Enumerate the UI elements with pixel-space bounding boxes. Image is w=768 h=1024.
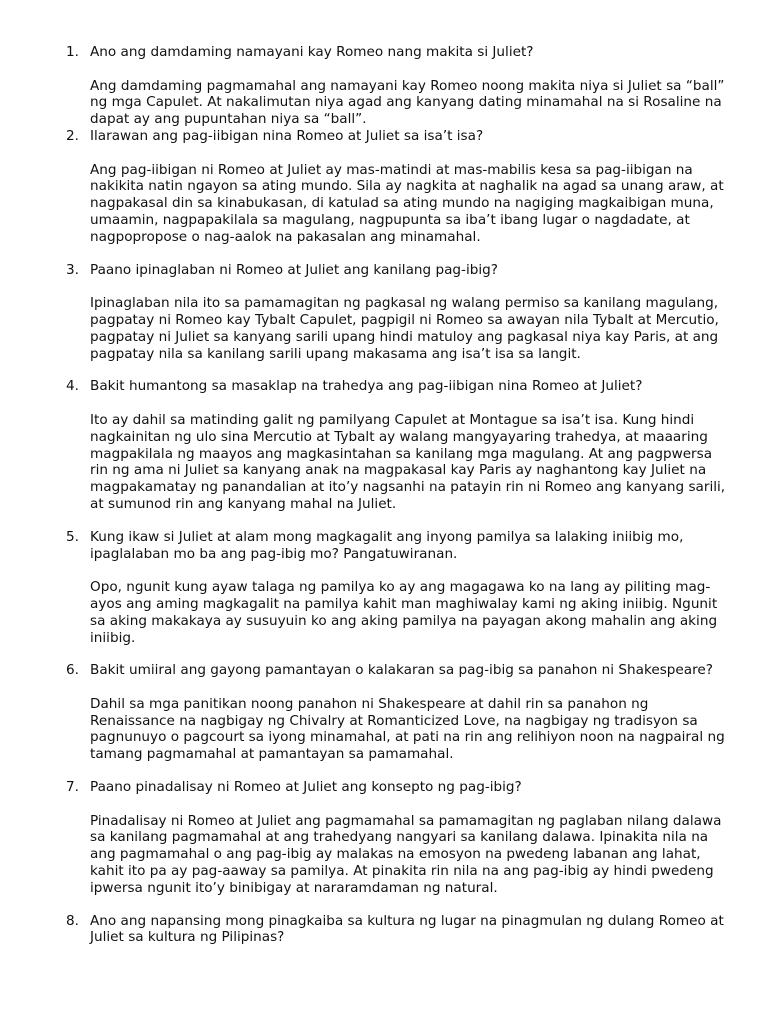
question-text: Bakit umiiral ang gayong pamantayan o kalakaran sa pag-ibig sa panahon ni Shakespeare? xyxy=(90,662,713,679)
qa-item-3 xyxy=(66,262,728,363)
qa-item-5 xyxy=(66,529,728,647)
item-number: 4. xyxy=(66,378,79,395)
answer-text: Dahil sa mga panitikan noong panahon ni Shakespeare at dahil rin sa panahon ng Renaissance na nagbigay ng Chivalry at Romanticized Love, na nagbigay ng tradisyon sa pagnunuyo o pagcourt sa iyong minamahal, at pati na rin ang relihiyon noon na nagpairal ng tamang pagmamahal at pamantayan sa pamamahal. xyxy=(90,695,725,763)
item-number: 2. xyxy=(66,127,79,144)
answer-text: Ang damdaming pagmamahal ang namayani kay Romeo noong makita niya si Juliet sa “ball” ng mga Capulet. At nakalimutan niya agad ang kanyang dating minamahal na si Rosaline na dapat ay ang pupuntahan niya sa “ball”. xyxy=(90,77,725,128)
qa-item-6 xyxy=(66,662,728,763)
question-text: Paano ipinaglaban ni Romeo at Juliet ang kanilang pag-ibig? xyxy=(90,261,498,278)
item-number: 8. xyxy=(66,912,79,929)
item-number: 6. xyxy=(66,662,79,679)
question-text: Paano pinadalisay ni Romeo at Juliet ang konsepto ng pag-ibig? xyxy=(90,779,522,796)
item-number: 3. xyxy=(66,261,79,278)
question-answer-list xyxy=(66,44,728,946)
answer-text: Ang pag-iibigan ni Romeo at Juliet ay mas-matindi at mas-mabilis kesa sa pag-iibigan na nakikita natin ngayon sa ating mundo. Sila ay nagkita at naghalik na agad sa unang araw, at nagpakasal din sa kinabukasan, di katulad sa ating mundo na nagiging magkaibigan muna, umaamin, nagpapakilala sa magulang, nagpupunta sa iba’t ibang lugar o nagdadate, at nagpopropose o nag-aalok na pakasalan ang minamahal. xyxy=(90,161,724,245)
item-number: 5. xyxy=(66,528,79,545)
question-text: Kung ikaw si Juliet at alam mong magkagalit ang inyong pamilya sa lalaking iniibig mo, ipaglalaban mo ba ang pag-ibig mo? Pangatuwiranan. xyxy=(90,528,684,562)
qa-item-8 xyxy=(66,913,728,947)
item-number: 1. xyxy=(66,44,79,60)
qa-item-2 xyxy=(66,128,728,246)
answer-text: Ipinaglaban nila ito sa pamamagitan ng pagkasal ng walang permiso sa kanilang magulang, pagpatay ni Romeo kay Tybalt Capulet, pagpigil ni Romeo sa awayan nila Tybalt at Mercutio, pagpatay ni Juliet sa kanyang sarili upang hindi matuloy ang pagkasal niya kay Paris, at ang pagpatay nila sa kanilang sarili upang makasama ang isa’t isa sa langit. xyxy=(90,295,719,362)
item-number: 7. xyxy=(66,779,79,796)
qa-item-4 xyxy=(66,378,728,512)
question-text: Ano ang napansing mong pinagkaiba sa kultura ng lugar na pinagmulan ng dulang Romeo at Juliet sa kultura ng Pilipinas? xyxy=(90,912,724,946)
question-text: Ilarawan ang pag-iibigan nina Romeo at Juliet sa isa’t isa? xyxy=(90,127,484,144)
question-text: Ano ang damdaming namayani kay Romeo nang makita si Juliet? xyxy=(90,44,534,60)
qa-item-1 xyxy=(66,44,728,128)
qa-item-7 xyxy=(66,779,728,897)
answer-text: Opo, ngunit kung ayaw talaga ng pamilya ko ay ang magagawa ko na lang ay piliting mag-ayos ang aming magkagalit na pamilya kahit man maghiwalay kami ng aking iniibig. Ngunit sa aking makakaya ay susuyuin ko ang aking pamilya na payagan akong mahalin ang aking iniibig. xyxy=(90,579,718,646)
answer-text: Ito ay dahil sa matinding galit ng pamilyang Capulet at Montague sa isa’t isa. Kung hindi nagkainitan ng ulo sina Mercutio at Tybalt ay walang mangyayaring trahedya, at maaaring magpakilala ng maayos ang magkasintahan sa kanilang mga magulang. At ang pagpwersa rin ng ama ni Juliet sa kanyang anak na magpakasal kay Paris ay naghantong kay Juliet na magpakamatay ng panandalian at ito’y nagsanhi na patayin rin ni Romeo ang kanyang sarili, at sumunod rin ang kanyang mahal na Juliet. xyxy=(90,411,726,512)
question-text: Bakit humantong sa masaklap na trahedya ang pag-iibigan nina Romeo at Juliet? xyxy=(90,378,643,395)
answer-text: Pinadalisay ni Romeo at Juliet ang pagmamahal sa pamamagitan ng paglaban nilang dalawa sa kanilang pagmamahal at ang trahedyang nangyari sa kanilang dalawa. Ipinakita nila na ang pagmamahal o ang pag-ibig ay malakas na emosyon na pwedeng labanan ang lahat, kahit ito pa ay pag-aaway sa pamilya. At pinakita rin nila na ang pag-ibig ay hindi pwedeng ipwersa ngunit ito’y binibigay at nararamdaman ng natural. xyxy=(90,812,722,896)
